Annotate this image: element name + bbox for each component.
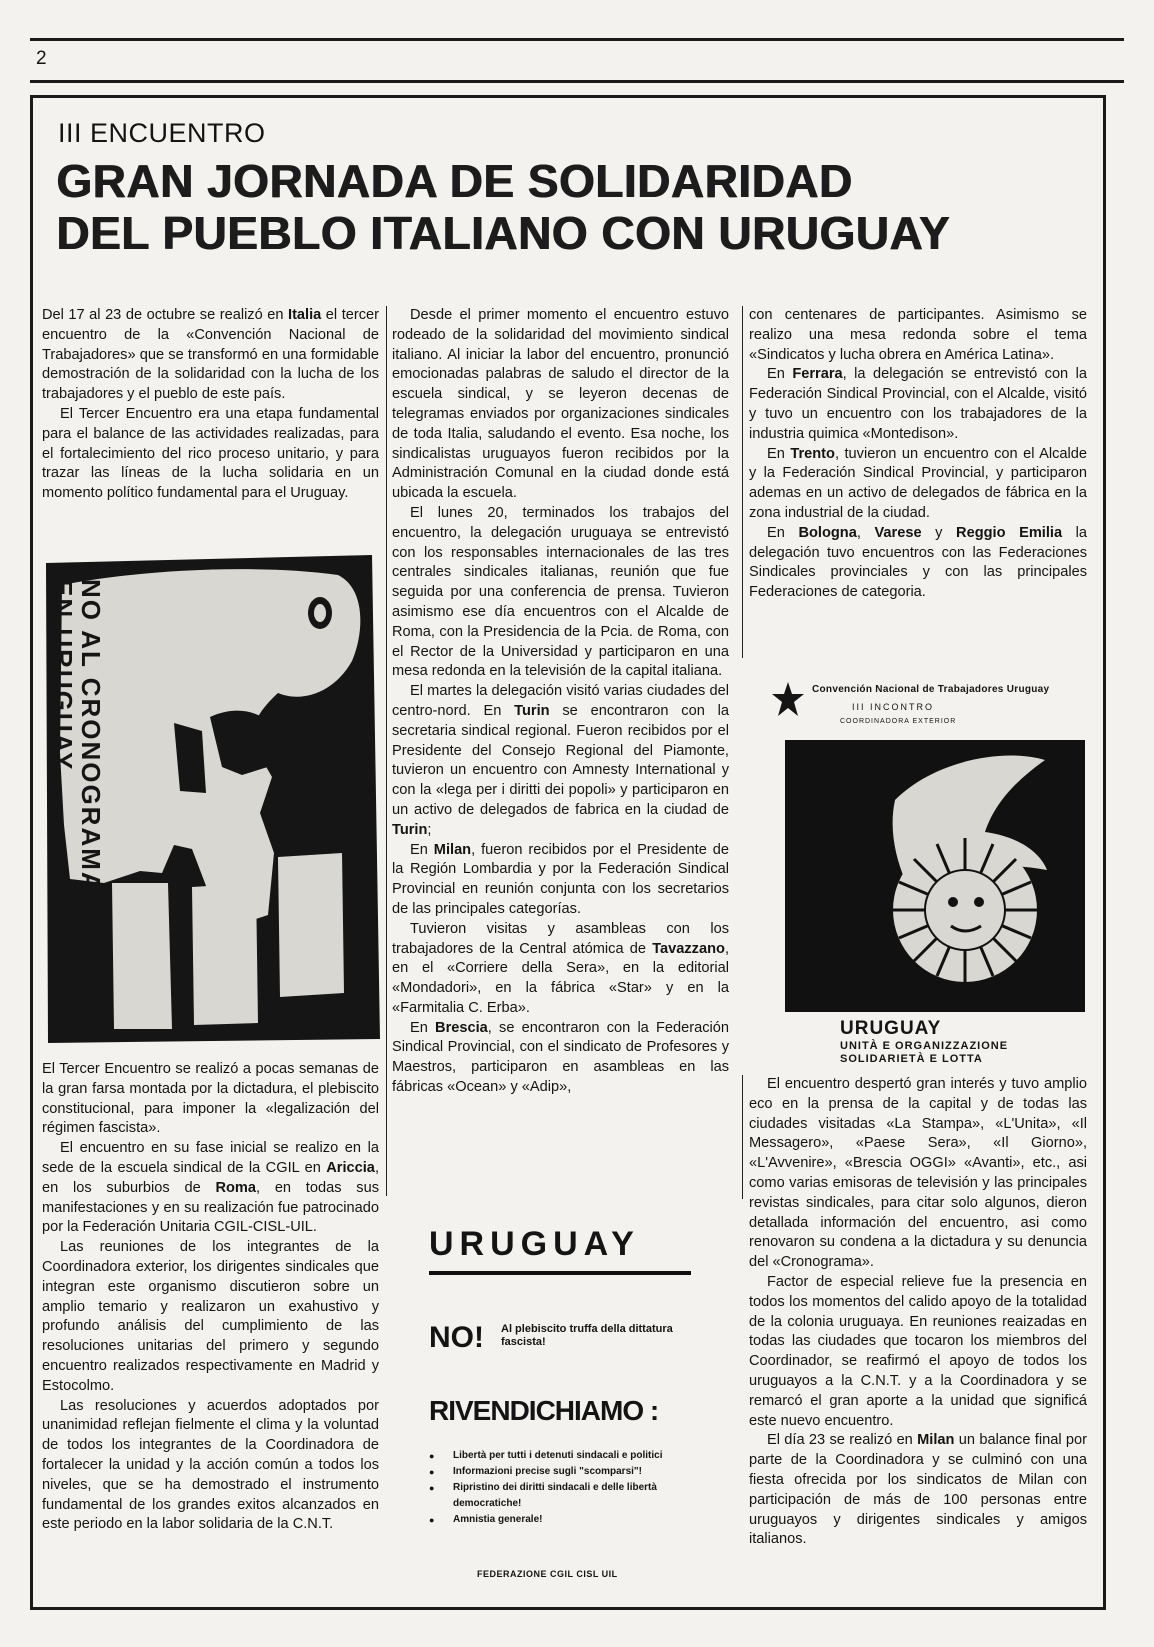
- paragraph: En Brescia, se encontraron con la Federación Sindical Provincial, con el sindicato de Profesores y Maestros, participaron en asambleas en las fábricas «Ocean» y «Adip»,: [392, 1019, 730, 1096]
- poster2-title: URUGUAY: [429, 1225, 640, 1263]
- list-item: ● Ripristino dei diritti sindacali e delle libertà democratiche!: [429, 1480, 689, 1512]
- paragraph: Las reuniones de los integrantes de la Coordinadora exterior, los dirigentes sindicales que integran este organismo discutieron sobre un amplio temario y realizaron un exahustivo y profundo análisis del cumplimiento de las resoluciones unitarias del primero y segundo encuentro realizados respectivamente en Madrid y Estocolmo.: [42, 1239, 379, 1394]
- column-1-bottom: [42, 1060, 379, 1535]
- paragraph: Tuvieron visitas y asambleas con los trabajadores de la Central atómica de Tavazzano, en el «Corriere della Sera», en la editorial «Mondadori», en la fábrica «Star» y en la «Farmitalia C. Erba».: [392, 920, 729, 1016]
- column-divider: [386, 306, 387, 1196]
- paragraph: En Ferrara, la delegación se entrevistó con la Federación Sindical Provincial, con el Alcalde, visitó y tuvo un encuentro con los trabajadores de la industria quimica «Montedison».: [749, 366, 1088, 442]
- poster2-rivendichiamo: RIVENDICHIAMO :: [429, 1395, 659, 1426]
- column-divider: [742, 306, 743, 658]
- poster-uruguay-rivendichiamo: [417, 1215, 701, 1595]
- column-divider: [742, 1075, 743, 1199]
- paragraph: El día 23 se realizó en Milan un balance final por parte de la Coordinadora y se culminó con una fiesta ofrecida por los sindicatos de Milan con participación de más de 100 personas entre uruguayos y dirigentes sindicales y amigos italianos.: [749, 1432, 1087, 1548]
- paragraph: Desde el primer momento el encuentro estuvo rodeado de la solidaridad del movimiento sindical italiano. Al iniciar la labor del encuentro, pronunció emocionadas palabras de saludo el director de la escuela sindical, y se leyeron decenas de telegramas enviados por organizaciones sindicales de toda Italia, saludando el evento. Esa noche, los sindicalistas uruguayos fueron recibidos por la Administración Comunal en la ciudad donde está ubicada la escuela.: [392, 307, 729, 502]
- top-rule: [30, 38, 1124, 41]
- poster3-convention: Convención Nacional de Trabajadores Uruguay: [812, 684, 1050, 695]
- paragraph: Del 17 al 23 de octubre se realizó en Italia el tercer encuentro de la «Convención Nacional de Trabajadores» que se transformó en una formidable demostración de la solidaridad con la lucha de los trabajadores y el pueblo de este país.: [42, 307, 379, 403]
- header-rule: [30, 80, 1124, 83]
- paragraph: En Milan, fueron recibidos por el Presidente de la Región Lombardia y por la Federación Sindical Provincial en reunión conjunta con los secretarios de las principales categorías.: [392, 841, 730, 917]
- paragraph: El Tercer Encuentro era una etapa fundamental para el balance de las actividades realizadas, para el fortalecimiento del rico proceso unitario, y para trazar las líneas de la lucha solidaria en un momento político fundamental para el Uruguay.: [42, 405, 379, 502]
- list-item: ● Libertà per tutti i detenuti sindacali e politici: [429, 1448, 689, 1464]
- headline-line-2: DEL PUEBLO ITALIANO CON URUGUAY: [56, 207, 950, 259]
- poster3-illustration: [785, 740, 1085, 1012]
- dove-sun-illustration: [785, 740, 1085, 1012]
- paragraph: Factor de especial relieve fue la presencia en todos los momentos del calido apoyo de la totalidad de la colonia uruguaya. En reuniones reaizadas en todas las ciudades que tocaron los miembros del Coordinador, se reafirmó el apoyo de todos los uruguayos a la C.N.T. y a la Coordinadora y se remarcó el gran aporte a la unidad que significá este nuevo encuentro.: [749, 1273, 1087, 1429]
- poster2-no-text: Al plebiscito truffa della dittatura fascista!: [501, 1323, 673, 1348]
- kicker: III ENCUENTRO: [58, 118, 266, 148]
- poster-uruguay-unita: [768, 680, 1088, 1080]
- poster-text-line-2: EN URUGUAY: [48, 579, 78, 772]
- poster3-slogan: UNITÀ E ORGANIZZAZIONE SOLIDARIETÀ E LOTTA: [840, 1040, 1009, 1065]
- column-1-top: [42, 306, 379, 504]
- poster2-no: NO!: [429, 1321, 484, 1354]
- list-item: ● Amnistia generale!: [429, 1512, 689, 1528]
- paragraph: En Trento, tuvieron un encuentro con el Alcalde y la Federación Sindical Provincial, y participaron ademas en un activo de delegados de fábrica en la zona industrial de la ciudad.: [749, 445, 1088, 521]
- poster2-demands-list: [429, 1448, 689, 1528]
- paragraph: El Tercer Encuentro se realizó a pocas semanas de la gran farsa montada por la dictadura, el plebiscito constitucional, para imponer la «legalización del régimen fascista».: [42, 1061, 379, 1137]
- column-2: [392, 306, 729, 1098]
- poster3-subtitle: III INCONTRO: [852, 702, 934, 712]
- column-3-bottom: [749, 1075, 1087, 1550]
- poster-text-line-1: NO AL CRONOGRAMA: [76, 579, 106, 893]
- paragraph: En Bologna, Varese y Reggio Emilia la delegación tuvo encuentros con las Federaciones Sindicales provinciales y con las principales Federaciones de categoria.: [749, 524, 1088, 601]
- paragraph: El encuentro despertó gran interés y tuvo amplio eco en la prensa de la capital y de todas las ciudades visitadas «La Stampa», «L'Unita», «Il Messagero», «Paese Sera», «Il Giorno», «L'Avvenire», «Brescia OGGI» «Avanti», etc., asi como varias emisoras de televisión y las principales revistas sindicales, para citar solo algunos, dieron detallada información del encuentro, asi como renovaron su condena a la dictadura y su denuncia del «Cronograma».: [749, 1076, 1087, 1271]
- page-number: 2: [36, 48, 47, 69]
- paragraph: El encuentro en su fase inicial se realizo en la sede de la escuela sindical de la CGIL en Ariccia, en los suburbios de Roma, en todas sus manifestaciones y en su realización fue patrocinado por la Federación Unitaria CGIL-CISL-UIL.: [42, 1140, 379, 1236]
- column-3-top: [749, 306, 1087, 603]
- headline: [56, 155, 1096, 259]
- paragraph: El lunes 20, terminados los trabajos del encuentro, la delegación uruguaya se entrevistó con los responsables internacionales de las tres centrales sindicales italianas, reunión que fue seguida por una conferencia de prensa. Tuvieron asimismo ese día encuentros con el Alcalde de Roma, con la Presidencia de la Pcia. de Roma, con el Rector de la Universidad y participaron en una mesa redonda en la televisión de la capital italiana.: [392, 504, 729, 680]
- poster3-subtitle-2: COORDINADORA EXTERIOR: [840, 718, 957, 725]
- poster-no-al-cronograma: [42, 553, 382, 1045]
- poster2-bar: [429, 1271, 691, 1275]
- paragraph: Las resoluciones y acuerdos adoptados por unanimidad reflejan fielmente el clima y la voluntad de todos los integrantes de la Coordinadora de fortalecer la unidad y la acción común a todos los niveles, que se ha demostrado el instrumento fundamental de los grandes exitos alcanzados en este periodo en la labor solidaria de la C.N.T.: [42, 1397, 379, 1533]
- cnt-logo-icon: [768, 680, 808, 720]
- poster3-title: URUGUAY: [840, 1018, 942, 1039]
- list-item: ● Informazioni precise sugli "scomparsi"!: [429, 1464, 689, 1480]
- paragraph: con centenares de participantes. Asimismo se realizo una mesa redonda sobre el tema «Sindicatos y lucha obrera en América Latina».: [749, 307, 1087, 363]
- poster2-footer: FEDERAZIONE CGIL CISL UIL: [477, 1569, 618, 1579]
- headline-line-1: GRAN JORNADA DE SOLIDARIDAD: [56, 155, 853, 207]
- paragraph: El martes la delegación visitó varias ciudades del centro-nord. En Turin se encontraron con la secretaria sindical regional. Fueron recibidos por el Presidente del Consejo Regional del Piamonte, tuvieron un encuentro con Amnesty International y con la «lega per i diritti dei popoli» y participaron en un activo de delegados de fabrica en la ciudad de Turin;: [392, 683, 729, 838]
